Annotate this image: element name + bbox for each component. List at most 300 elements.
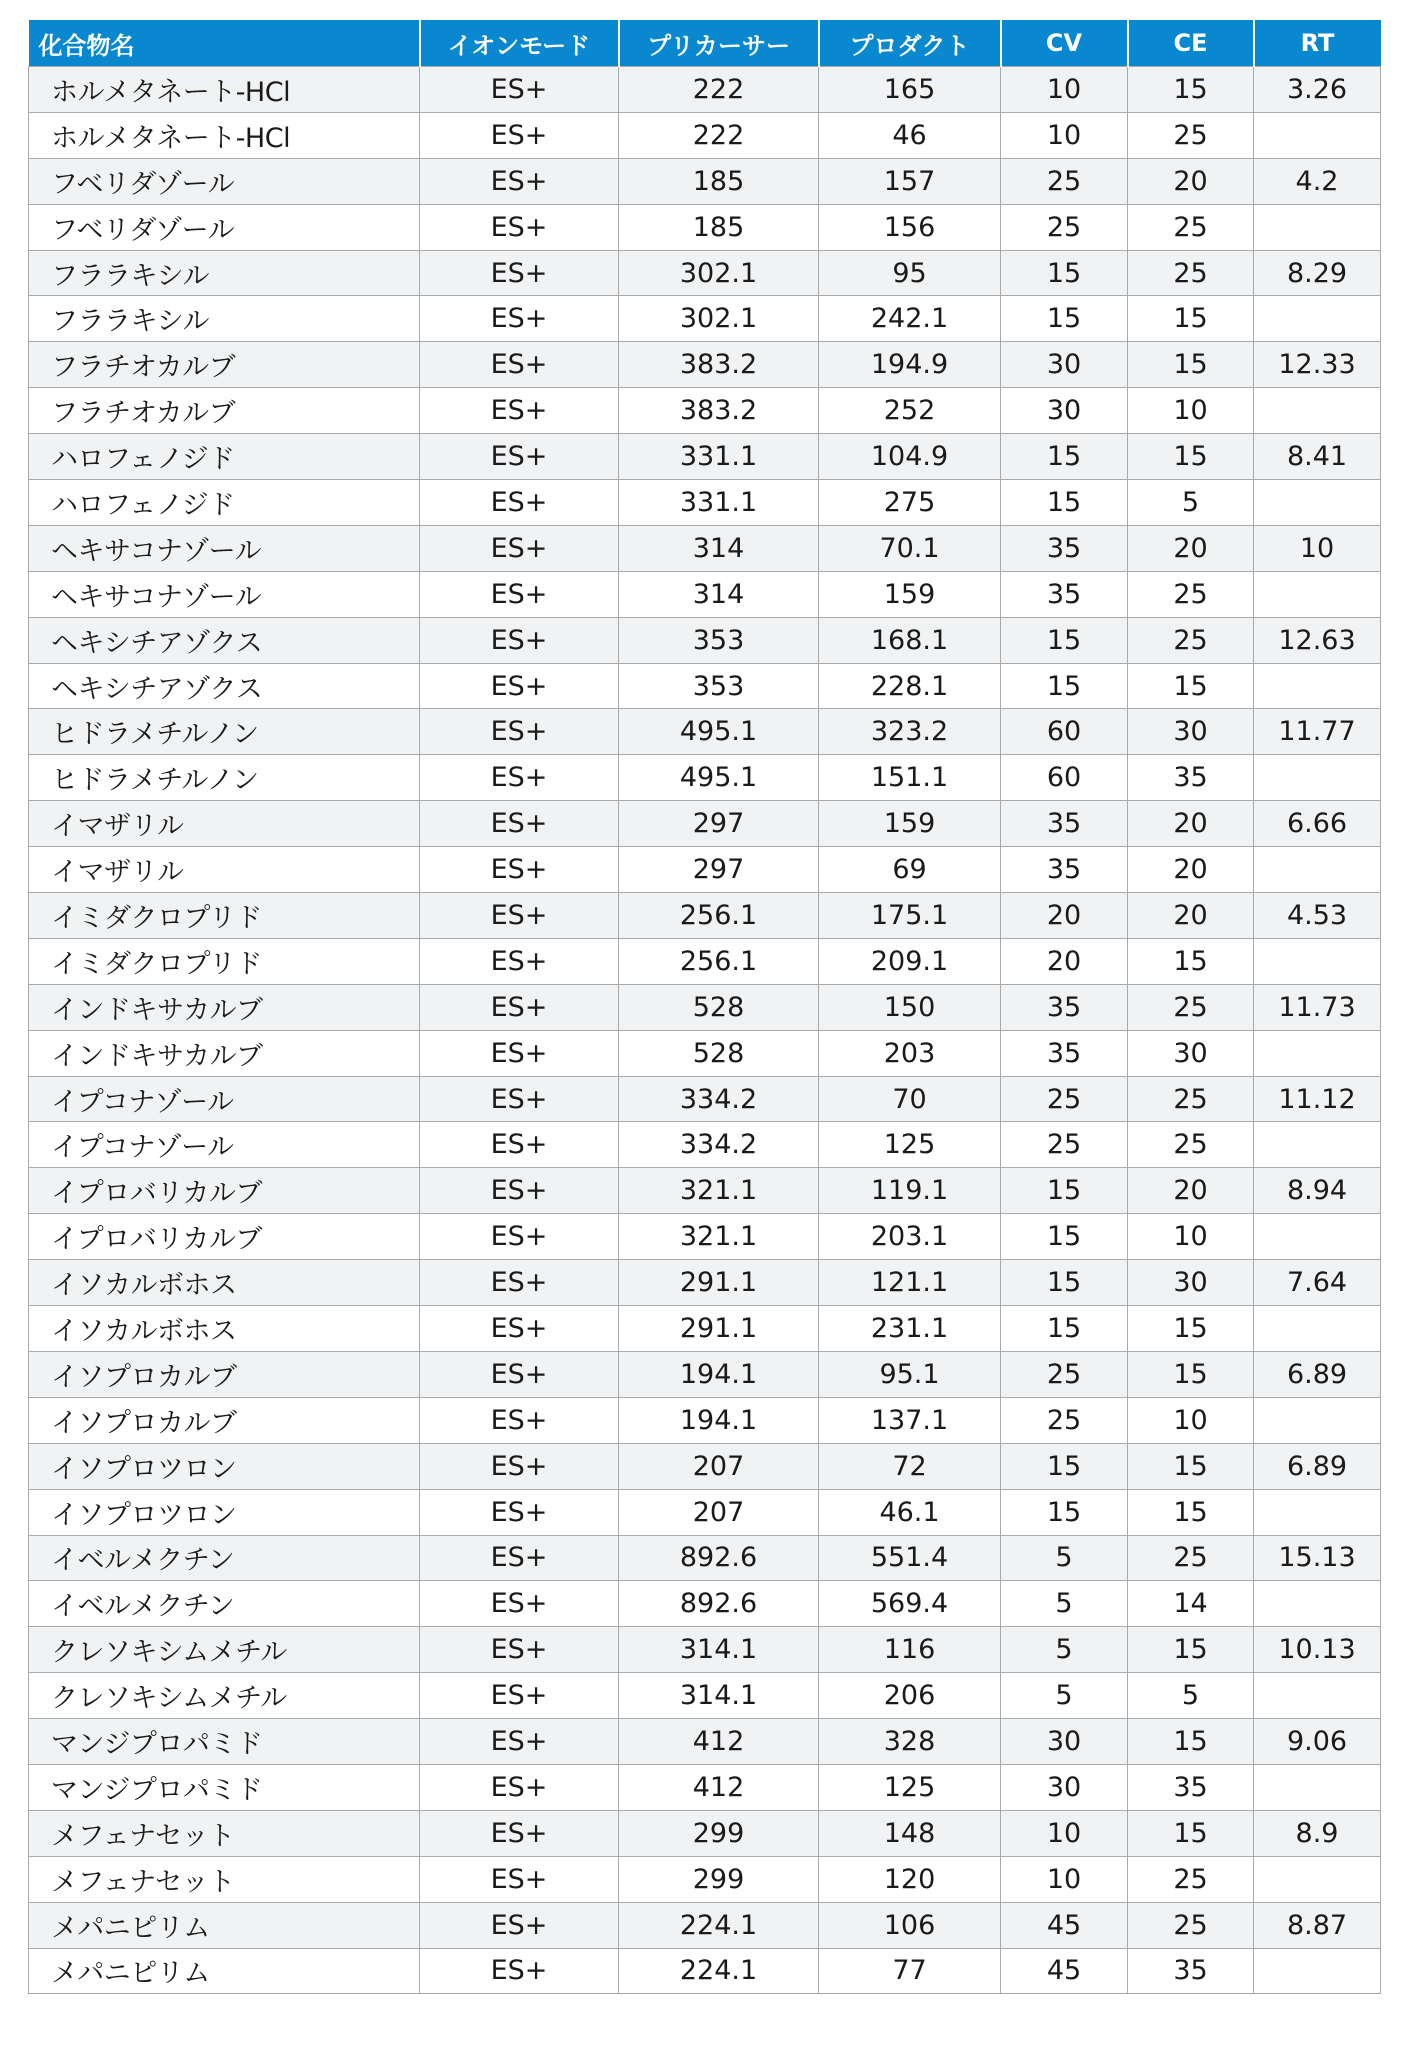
precursor-cell: 383.2 — [619, 388, 819, 434]
ion-mode-cell: ES+ — [420, 938, 619, 984]
table-row — [29, 1719, 1381, 1765]
table-row — [29, 1489, 1381, 1535]
rt-cell: 11.12 — [1254, 1076, 1381, 1122]
ce-cell: 5 — [1128, 1673, 1254, 1719]
cv-cell: 30 — [1001, 1764, 1128, 1810]
table-row — [29, 1810, 1381, 1856]
ion-mode-cell: ES+ — [420, 1489, 619, 1535]
cv-cell: 60 — [1001, 755, 1128, 801]
compound-name-cell: フベリダゾール — [29, 158, 420, 204]
ion-mode-cell: ES+ — [420, 847, 619, 893]
ion-mode-cell: ES+ — [420, 67, 619, 113]
precursor-cell: 314.1 — [619, 1673, 819, 1719]
precursor-cell: 321.1 — [619, 1168, 819, 1214]
ce-cell: 20 — [1128, 847, 1254, 893]
header-rt: RT — [1254, 20, 1381, 67]
mrm-parameter-table — [28, 20, 1381, 1994]
rt-cell: 10.13 — [1254, 1627, 1381, 1673]
compound-name-cell: イソプロカルブ — [29, 1397, 420, 1443]
rt-cell — [1254, 1214, 1381, 1260]
ce-cell: 15 — [1128, 663, 1254, 709]
ion-mode-cell: ES+ — [420, 893, 619, 939]
rt-cell — [1254, 1306, 1381, 1352]
precursor-cell: 194.1 — [619, 1351, 819, 1397]
product-cell: 70.1 — [819, 525, 1001, 571]
rt-cell — [1254, 1948, 1381, 1994]
product-cell: 194.9 — [819, 342, 1001, 388]
ion-mode-cell: ES+ — [420, 709, 619, 755]
compound-name-cell: イマザリル — [29, 801, 420, 847]
precursor-cell: 299 — [619, 1856, 819, 1902]
cv-cell: 15 — [1001, 617, 1128, 663]
product-cell: 69 — [819, 847, 1001, 893]
ion-mode-cell: ES+ — [420, 1443, 619, 1489]
ion-mode-cell: ES+ — [420, 571, 619, 617]
compound-name-cell: ホルメタネート-HCl — [29, 67, 420, 113]
cv-cell: 35 — [1001, 984, 1128, 1030]
precursor-cell: 892.6 — [619, 1581, 819, 1627]
ion-mode-cell: ES+ — [420, 525, 619, 571]
ion-mode-cell: ES+ — [420, 1214, 619, 1260]
ce-cell: 25 — [1128, 112, 1254, 158]
cv-cell: 25 — [1001, 1076, 1128, 1122]
ce-cell: 20 — [1128, 1168, 1254, 1214]
compound-name-cell: イソプロカルブ — [29, 1351, 420, 1397]
rt-cell — [1254, 1764, 1381, 1810]
table-row — [29, 1948, 1381, 1994]
rt-cell: 12.63 — [1254, 617, 1381, 663]
table-row — [29, 1535, 1381, 1581]
ion-mode-cell: ES+ — [420, 1673, 619, 1719]
ion-mode-cell: ES+ — [420, 1351, 619, 1397]
product-cell: 150 — [819, 984, 1001, 1030]
product-cell: 203 — [819, 1030, 1001, 1076]
precursor-cell: 194.1 — [619, 1397, 819, 1443]
product-cell: 116 — [819, 1627, 1001, 1673]
compound-name-cell: メパニピリム — [29, 1948, 420, 1994]
product-cell: 323.2 — [819, 709, 1001, 755]
cv-cell: 10 — [1001, 1856, 1128, 1902]
rt-cell — [1254, 1122, 1381, 1168]
table-header — [29, 20, 1381, 67]
compound-name-cell: インドキサカルブ — [29, 984, 420, 1030]
precursor-cell: 224.1 — [619, 1902, 819, 1948]
rt-cell — [1254, 847, 1381, 893]
compound-name-cell: ヘキシチアゾクス — [29, 617, 420, 663]
product-cell: 159 — [819, 801, 1001, 847]
product-cell: 95.1 — [819, 1351, 1001, 1397]
table-row — [29, 296, 1381, 342]
cv-cell: 15 — [1001, 1168, 1128, 1214]
compound-name-cell: メフェナセット — [29, 1810, 420, 1856]
compound-name-cell: イソカルボホス — [29, 1306, 420, 1352]
table-row — [29, 984, 1381, 1030]
compound-name-cell: イソプロツロン — [29, 1443, 420, 1489]
ion-mode-cell: ES+ — [420, 1076, 619, 1122]
product-cell: 206 — [819, 1673, 1001, 1719]
table-row — [29, 893, 1381, 939]
ce-cell: 25 — [1128, 250, 1254, 296]
table-row — [29, 480, 1381, 526]
compound-name-cell: イミダクロプリド — [29, 893, 420, 939]
compound-name-cell: イソカルボホス — [29, 1260, 420, 1306]
product-cell: 175.1 — [819, 893, 1001, 939]
product-cell: 125 — [819, 1122, 1001, 1168]
precursor-cell: 334.2 — [619, 1122, 819, 1168]
table-row — [29, 1673, 1381, 1719]
product-cell: 569.4 — [819, 1581, 1001, 1627]
ce-cell: 15 — [1128, 296, 1254, 342]
compound-name-cell: イマザリル — [29, 847, 420, 893]
table-row — [29, 1351, 1381, 1397]
ce-cell: 15 — [1128, 1351, 1254, 1397]
product-cell: 46 — [819, 112, 1001, 158]
table-row — [29, 1306, 1381, 1352]
cv-cell: 10 — [1001, 1810, 1128, 1856]
mrm-parameter-table-container — [28, 20, 1380, 1994]
ion-mode-cell: ES+ — [420, 388, 619, 434]
product-cell: 106 — [819, 1902, 1001, 1948]
header-cv: CV — [1001, 20, 1128, 67]
cv-cell: 20 — [1001, 938, 1128, 984]
rt-cell: 4.53 — [1254, 893, 1381, 939]
precursor-cell: 383.2 — [619, 342, 819, 388]
rt-cell — [1254, 663, 1381, 709]
ion-mode-cell: ES+ — [420, 984, 619, 1030]
rt-cell: 8.9 — [1254, 1810, 1381, 1856]
cv-cell: 5 — [1001, 1627, 1128, 1673]
product-cell: 95 — [819, 250, 1001, 296]
ce-cell: 15 — [1128, 938, 1254, 984]
compound-name-cell: メフェナセット — [29, 1856, 420, 1902]
ce-cell: 20 — [1128, 893, 1254, 939]
table-row — [29, 67, 1381, 113]
rt-cell: 10 — [1254, 525, 1381, 571]
ce-cell: 35 — [1128, 1948, 1254, 1994]
ce-cell: 15 — [1128, 1306, 1254, 1352]
table-row — [29, 801, 1381, 847]
table-row — [29, 250, 1381, 296]
product-cell: 70 — [819, 1076, 1001, 1122]
precursor-cell: 321.1 — [619, 1214, 819, 1260]
table-row — [29, 434, 1381, 480]
precursor-cell: 412 — [619, 1764, 819, 1810]
cv-cell: 45 — [1001, 1902, 1128, 1948]
precursor-cell: 353 — [619, 663, 819, 709]
precursor-cell: 331.1 — [619, 480, 819, 526]
compound-name-cell: マンジプロパミド — [29, 1719, 420, 1765]
ion-mode-cell: ES+ — [420, 1764, 619, 1810]
rt-cell: 3.26 — [1254, 67, 1381, 113]
rt-cell — [1254, 1581, 1381, 1627]
table-row — [29, 847, 1381, 893]
precursor-cell: 495.1 — [619, 709, 819, 755]
ce-cell: 25 — [1128, 204, 1254, 250]
precursor-cell: 334.2 — [619, 1076, 819, 1122]
table-row — [29, 1076, 1381, 1122]
cv-cell: 15 — [1001, 1306, 1128, 1352]
product-cell: 242.1 — [819, 296, 1001, 342]
product-cell: 77 — [819, 1948, 1001, 1994]
rt-cell — [1254, 204, 1381, 250]
ion-mode-cell: ES+ — [420, 1719, 619, 1765]
header-row — [29, 20, 1381, 67]
cv-cell: 60 — [1001, 709, 1128, 755]
product-cell: 228.1 — [819, 663, 1001, 709]
cv-cell: 15 — [1001, 663, 1128, 709]
table-row — [29, 204, 1381, 250]
table-row — [29, 709, 1381, 755]
table-row — [29, 525, 1381, 571]
rt-cell: 6.66 — [1254, 801, 1381, 847]
ce-cell: 25 — [1128, 1122, 1254, 1168]
product-cell: 165 — [819, 67, 1001, 113]
table-row — [29, 663, 1381, 709]
product-cell: 72 — [819, 1443, 1001, 1489]
table-row — [29, 1397, 1381, 1443]
table-row — [29, 617, 1381, 663]
table-row — [29, 112, 1381, 158]
compound-name-cell: フララキシル — [29, 250, 420, 296]
ce-cell: 25 — [1128, 571, 1254, 617]
ion-mode-cell: ES+ — [420, 801, 619, 847]
ion-mode-cell: ES+ — [420, 1122, 619, 1168]
ce-cell: 10 — [1128, 1214, 1254, 1260]
ion-mode-cell: ES+ — [420, 1168, 619, 1214]
ion-mode-cell: ES+ — [420, 342, 619, 388]
product-cell: 209.1 — [819, 938, 1001, 984]
rt-cell — [1254, 296, 1381, 342]
cv-cell: 15 — [1001, 1260, 1128, 1306]
ion-mode-cell: ES+ — [420, 158, 619, 204]
rt-cell — [1254, 388, 1381, 434]
rt-cell: 4.2 — [1254, 158, 1381, 204]
product-cell: 148 — [819, 1810, 1001, 1856]
rt-cell: 7.64 — [1254, 1260, 1381, 1306]
ce-cell: 5 — [1128, 480, 1254, 526]
cv-cell: 15 — [1001, 296, 1128, 342]
ion-mode-cell: ES+ — [420, 250, 619, 296]
rt-cell: 6.89 — [1254, 1351, 1381, 1397]
ion-mode-cell: ES+ — [420, 1902, 619, 1948]
compound-name-cell: イミダクロプリド — [29, 938, 420, 984]
rt-cell: 12.33 — [1254, 342, 1381, 388]
ion-mode-cell: ES+ — [420, 1948, 619, 1994]
table-row — [29, 1122, 1381, 1168]
rt-cell: 9.06 — [1254, 1719, 1381, 1765]
product-cell: 157 — [819, 158, 1001, 204]
precursor-cell: 185 — [619, 158, 819, 204]
cv-cell: 25 — [1001, 1397, 1128, 1443]
ion-mode-cell: ES+ — [420, 1856, 619, 1902]
compound-name-cell: ハロフェノジド — [29, 480, 420, 526]
precursor-cell: 297 — [619, 801, 819, 847]
ion-mode-cell: ES+ — [420, 1260, 619, 1306]
cv-cell: 35 — [1001, 847, 1128, 893]
cv-cell: 25 — [1001, 204, 1128, 250]
table-row — [29, 1581, 1381, 1627]
table-row — [29, 1443, 1381, 1489]
ce-cell: 25 — [1128, 984, 1254, 1030]
rt-cell: 6.89 — [1254, 1443, 1381, 1489]
rt-cell — [1254, 1489, 1381, 1535]
compound-name-cell: フベリダゾール — [29, 204, 420, 250]
ce-cell: 15 — [1128, 1627, 1254, 1673]
product-cell: 121.1 — [819, 1260, 1001, 1306]
ion-mode-cell: ES+ — [420, 617, 619, 663]
precursor-cell: 256.1 — [619, 938, 819, 984]
ion-mode-cell: ES+ — [420, 480, 619, 526]
ce-cell: 20 — [1128, 158, 1254, 204]
product-cell: 168.1 — [819, 617, 1001, 663]
compound-name-cell: フラチオカルブ — [29, 388, 420, 434]
cv-cell: 35 — [1001, 571, 1128, 617]
rt-cell — [1254, 1397, 1381, 1443]
compound-name-cell: ヒドラメチルノン — [29, 755, 420, 801]
table-row — [29, 1627, 1381, 1673]
product-cell: 156 — [819, 204, 1001, 250]
compound-name-cell: マンジプロパミド — [29, 1764, 420, 1810]
cv-cell: 35 — [1001, 525, 1128, 571]
header-ion-mode: イオンモード — [420, 20, 619, 67]
table-row — [29, 1260, 1381, 1306]
rt-cell — [1254, 938, 1381, 984]
table-row — [29, 1214, 1381, 1260]
compound-name-cell: ヒドラメチルノン — [29, 709, 420, 755]
product-cell: 203.1 — [819, 1214, 1001, 1260]
header-compound-name: 化合物名 — [29, 20, 420, 67]
ce-cell: 15 — [1128, 1810, 1254, 1856]
ion-mode-cell: ES+ — [420, 1627, 619, 1673]
compound-name-cell: ヘキサコナゾール — [29, 571, 420, 617]
compound-name-cell: クレソキシムメチル — [29, 1673, 420, 1719]
product-cell: 46.1 — [819, 1489, 1001, 1535]
compound-name-cell: ヘキシチアゾクス — [29, 663, 420, 709]
precursor-cell: 291.1 — [619, 1306, 819, 1352]
table-row — [29, 342, 1381, 388]
rt-cell — [1254, 1856, 1381, 1902]
compound-name-cell: フラチオカルブ — [29, 342, 420, 388]
ce-cell: 25 — [1128, 617, 1254, 663]
ce-cell: 25 — [1128, 1856, 1254, 1902]
ce-cell: 20 — [1128, 525, 1254, 571]
precursor-cell: 314 — [619, 525, 819, 571]
ion-mode-cell: ES+ — [420, 1306, 619, 1352]
compound-name-cell: ハロフェノジド — [29, 434, 420, 480]
cv-cell: 45 — [1001, 1948, 1128, 1994]
precursor-cell: 291.1 — [619, 1260, 819, 1306]
precursor-cell: 222 — [619, 67, 819, 113]
rt-cell: 8.87 — [1254, 1902, 1381, 1948]
cv-cell: 35 — [1001, 1030, 1128, 1076]
ion-mode-cell: ES+ — [420, 1581, 619, 1627]
table-row — [29, 938, 1381, 984]
cv-cell: 5 — [1001, 1535, 1128, 1581]
product-cell: 119.1 — [819, 1168, 1001, 1214]
rt-cell — [1254, 112, 1381, 158]
ion-mode-cell: ES+ — [420, 434, 619, 480]
header-precursor: プリカーサー — [619, 20, 819, 67]
cv-cell: 25 — [1001, 158, 1128, 204]
rt-cell — [1254, 480, 1381, 526]
cv-cell: 15 — [1001, 1443, 1128, 1489]
product-cell: 231.1 — [819, 1306, 1001, 1352]
ion-mode-cell: ES+ — [420, 1030, 619, 1076]
ce-cell: 20 — [1128, 801, 1254, 847]
table-row — [29, 1764, 1381, 1810]
rt-cell: 11.73 — [1254, 984, 1381, 1030]
cv-cell: 25 — [1001, 1351, 1128, 1397]
precursor-cell: 528 — [619, 984, 819, 1030]
cv-cell: 15 — [1001, 1214, 1128, 1260]
product-cell: 125 — [819, 1764, 1001, 1810]
ce-cell: 15 — [1128, 342, 1254, 388]
ion-mode-cell: ES+ — [420, 1810, 619, 1856]
rt-cell: 15.13 — [1254, 1535, 1381, 1581]
cv-cell: 30 — [1001, 388, 1128, 434]
cv-cell: 15 — [1001, 1489, 1128, 1535]
precursor-cell: 299 — [619, 1810, 819, 1856]
ce-cell: 15 — [1128, 1489, 1254, 1535]
precursor-cell: 207 — [619, 1489, 819, 1535]
precursor-cell: 528 — [619, 1030, 819, 1076]
rt-cell: 8.41 — [1254, 434, 1381, 480]
table-row — [29, 1168, 1381, 1214]
precursor-cell: 314 — [619, 571, 819, 617]
compound-name-cell: イプコナゾール — [29, 1122, 420, 1168]
ce-cell: 14 — [1128, 1581, 1254, 1627]
precursor-cell: 314.1 — [619, 1627, 819, 1673]
ce-cell: 30 — [1128, 1030, 1254, 1076]
compound-name-cell: クレソキシムメチル — [29, 1627, 420, 1673]
ion-mode-cell: ES+ — [420, 1397, 619, 1443]
ion-mode-cell: ES+ — [420, 204, 619, 250]
table-body — [29, 67, 1381, 1994]
cv-cell: 25 — [1001, 1122, 1128, 1168]
compound-name-cell: ヘキサコナゾール — [29, 525, 420, 571]
table-row — [29, 1856, 1381, 1902]
precursor-cell: 207 — [619, 1443, 819, 1489]
table-row — [29, 388, 1381, 434]
rt-cell — [1254, 1030, 1381, 1076]
table-row — [29, 571, 1381, 617]
table-row — [29, 1030, 1381, 1076]
precursor-cell: 892.6 — [619, 1535, 819, 1581]
compound-name-cell: インドキサカルブ — [29, 1030, 420, 1076]
rt-cell — [1254, 571, 1381, 617]
product-cell: 275 — [819, 480, 1001, 526]
ce-cell: 25 — [1128, 1902, 1254, 1948]
compound-name-cell: イソプロツロン — [29, 1489, 420, 1535]
precursor-cell: 353 — [619, 617, 819, 663]
product-cell: 137.1 — [819, 1397, 1001, 1443]
rt-cell: 8.29 — [1254, 250, 1381, 296]
header-ce: CE — [1128, 20, 1254, 67]
ion-mode-cell: ES+ — [420, 755, 619, 801]
cv-cell: 10 — [1001, 67, 1128, 113]
cv-cell: 30 — [1001, 1719, 1128, 1765]
rt-cell: 8.94 — [1254, 1168, 1381, 1214]
precursor-cell: 224.1 — [619, 1948, 819, 1994]
cv-cell: 35 — [1001, 801, 1128, 847]
ion-mode-cell: ES+ — [420, 296, 619, 342]
cv-cell: 5 — [1001, 1673, 1128, 1719]
precursor-cell: 185 — [619, 204, 819, 250]
product-cell: 120 — [819, 1856, 1001, 1902]
precursor-cell: 222 — [619, 112, 819, 158]
compound-name-cell: イプロバリカルブ — [29, 1168, 420, 1214]
precursor-cell: 302.1 — [619, 296, 819, 342]
